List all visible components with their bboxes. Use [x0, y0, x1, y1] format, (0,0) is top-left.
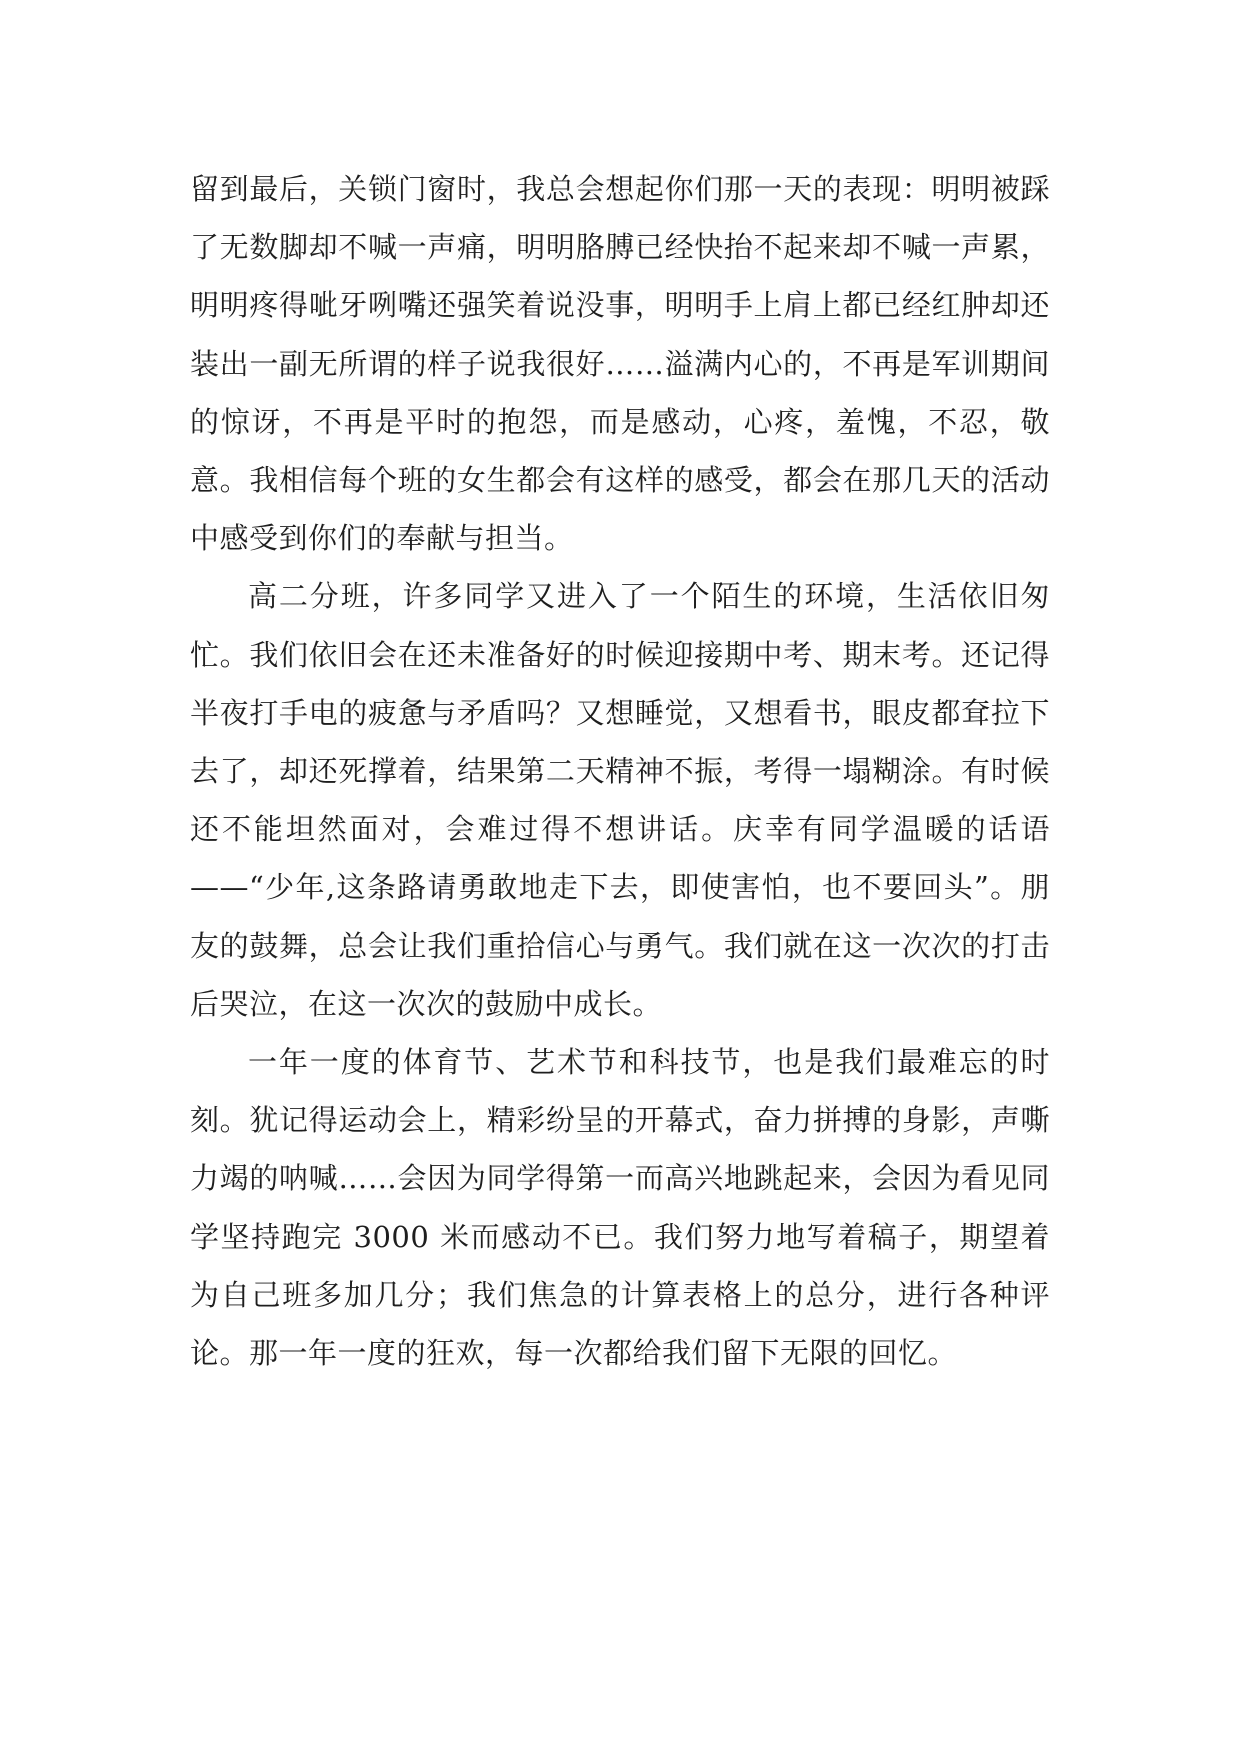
document-body — [190, 160, 1050, 1382]
paragraph-1: 留到最后，关锁门窗时，我总会想起你们那一天的表现：明明被踩了无数脚却不喊一声痛，明明胳膊已经快抬不起来却不喊一声累，明明疼得呲牙咧嘴还强笑着说没事，明明手上肩上都已经红肿却还装出一副无所谓的样子说我很好……溢满内心的，不再是军训期间的惊讶，不再是平时的抱怨，而是感动，心疼，羞愧，不忍，敬意。我相信每个班的女生都会有这样的感受，都会在那几天的活动中感受到你们的奉献与担当。 — [190, 172, 1050, 556]
paragraph-3: 一年一度的体育节、艺术节和科技节，也是我们最难忘的时刻。犹记得运动会上，精彩纷呈的开幕式，奋力拼搏的身影，声嘶力竭的呐喊……会因为同学得第一而高兴地跳起来，会因为看见同学坚持跑完 3000 米而感动不已。我们努力地写着稿子，期望着为自己班多加几分；我们焦急的计算表格上的总分，进行各种评论。那一年一度的狂欢，每一次都给我们留下无限的回忆。 — [190, 1045, 1050, 1371]
paragraph-2: 高二分班，许多同学又进入了一个陌生的环境，生活依旧匆忙。我们依旧会在还未准备好的时候迎接期中考、期末考。还记得半夜打手电的疲惫与矛盾吗？又想睡觉，又想看书，眼皮都耷拉下去了，却还死撑着，结果第二天精神不振，考得一塌糊涂。有时候还不能坦然面对，会难过得不想讲话。庆幸有同学温暖的话语——“少年,这条路请勇敢地走下去，即使害怕，也不要回头”。朋友的鼓舞，总会让我们重拾信心与勇气。我们就在这一次次的打击后哭泣，在这一次次的鼓励中成长。 — [190, 579, 1050, 1021]
